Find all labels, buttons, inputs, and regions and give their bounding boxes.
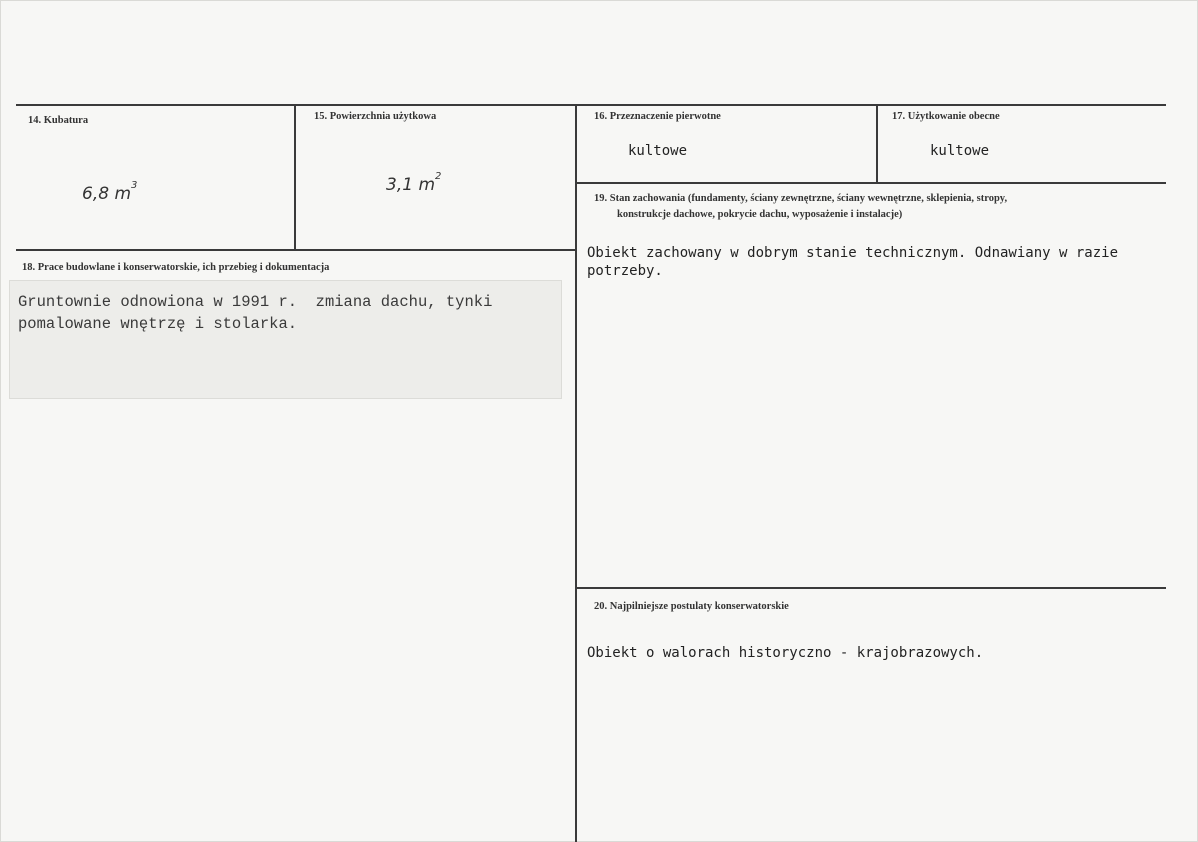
field-15-value — [386, 171, 442, 195]
divider-16-17 — [876, 104, 878, 183]
field-19-label-line2: konstrukcje dachowe, pokrycie dachu, wyposażenie i instalacje) — [617, 209, 903, 220]
rule-above-20 — [576, 587, 1166, 589]
field-20-value: Obiekt o walorach historyczno - krajobrazowych. — [587, 645, 984, 661]
field-18-value: Gruntownie odnowiona w 1991 r. zmiana dachu, tynki pomalowane wnętrzę i stolarka. — [18, 293, 493, 333]
field-20-label: 20. Najpilniejsze postulaty konserwatorskie — [594, 601, 789, 612]
field-15-label: 15. Powierzchnia użytkowa — [314, 111, 437, 122]
field-17-value: kultowe — [930, 143, 990, 159]
field-14-value-text: 6,8 m — [82, 184, 131, 204]
field-17-label: 17. Użytkowanie obecne — [892, 111, 1000, 122]
center-divider — [575, 104, 577, 842]
field-15-value-text: 3,1 m — [386, 175, 435, 195]
rule-under-16-17 — [576, 182, 1166, 184]
field-19-value: Obiekt zachowany w dobrym stanie technicznym. Odnawiany w razie potrzeby. — [587, 245, 1119, 279]
field-14-label: 14. Kubatura — [28, 115, 89, 126]
field-14-value-sup: 3 — [131, 180, 138, 192]
divider-14-15 — [294, 104, 296, 251]
field-16-value: kultowe — [628, 143, 688, 159]
field-18-label: 18. Prace budowlane i konserwatorskie, ich przebieg i dokumentacja — [22, 262, 330, 273]
field-19-label — [594, 191, 1154, 223]
field-15-value-sup: 2 — [435, 171, 442, 183]
rule-under-14-15 — [16, 249, 576, 251]
field-14-value — [82, 180, 138, 204]
field-16-label: 16. Przeznaczenie pierwotne — [594, 111, 721, 122]
top-rule — [16, 104, 1166, 106]
field-19-label-line1: 19. Stan zachowania (fundamenty, ściany zewnętrzne, ściany wewnętrzne, sklepienia, stropy, — [594, 193, 1008, 204]
